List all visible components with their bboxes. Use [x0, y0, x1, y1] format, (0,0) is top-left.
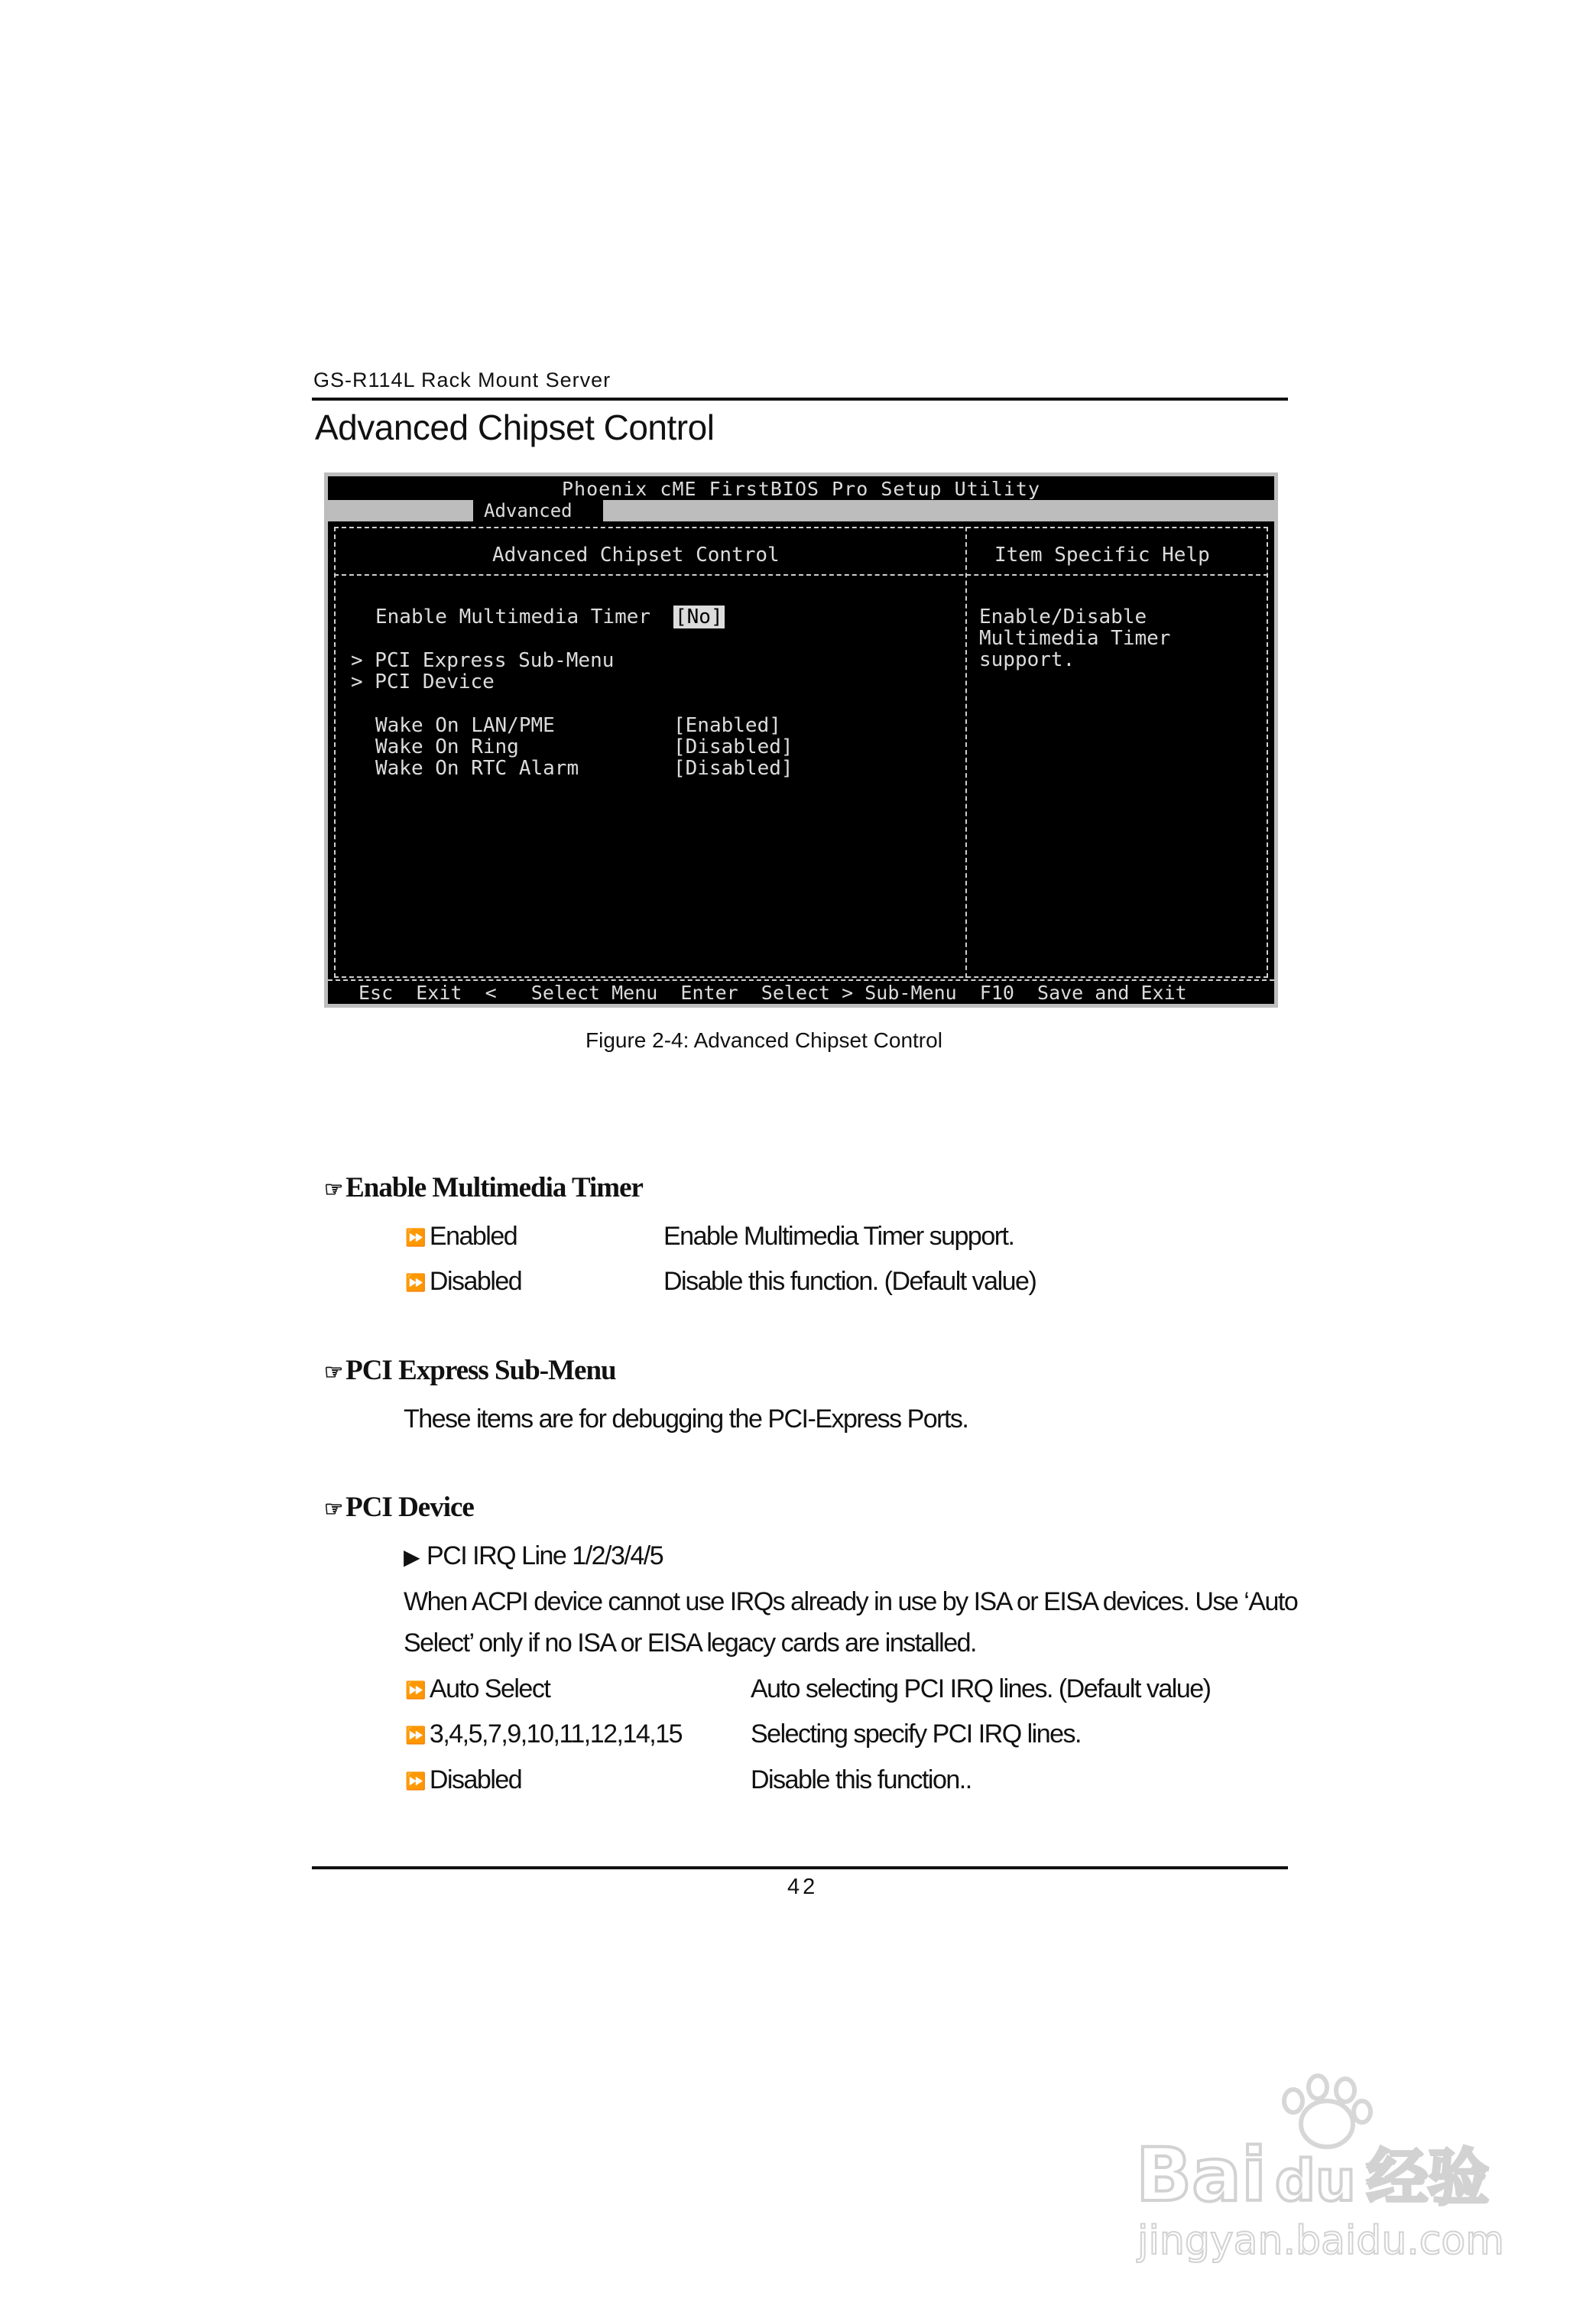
- section-text: These items are for debugging the PCI-Express Ports.: [404, 1404, 968, 1434]
- section-text: Select’ only if no ISA or EISA legacy cards are installed.: [404, 1628, 976, 1658]
- sub-item-text: PCI IRQ Line 1/2/3/4/5: [427, 1541, 663, 1570]
- bios-item-label: Enable Multimedia Timer: [375, 606, 651, 628]
- svg-text:jingyan.baidu.com: jingyan.baidu.com: [1137, 2218, 1504, 2264]
- bios-item-label: Wake On RTC Alarm: [375, 757, 579, 780]
- bios-help-line: Enable/Disable: [979, 606, 1147, 628]
- option-desc: Enable Multimedia Timer support.: [663, 1222, 1014, 1251]
- option-name-text: Disabled: [429, 1765, 522, 1794]
- double-arrow-icon: ⏩: [405, 1273, 425, 1292]
- heading-text: Enable Multimedia Timer: [345, 1172, 643, 1203]
- bios-help-line: support.: [979, 648, 1075, 671]
- section-title: Advanced Chipset Control: [315, 408, 715, 447]
- option-desc: Disable this function. (Default value): [663, 1267, 1036, 1296]
- double-arrow-icon: ⏩: [405, 1771, 425, 1791]
- svg-text:du: du: [1275, 2148, 1356, 2214]
- svg-text:Bai: Bai: [1136, 2132, 1267, 2218]
- bios-footer: Esc Exit < Select Menu Enter Select > Sub-Menu F10 Save and Exit: [328, 979, 1274, 1004]
- section-heading: [324, 1354, 616, 1387]
- option-name: [405, 1765, 521, 1795]
- option-name-text: Disabled: [429, 1267, 522, 1296]
- bios-item-value: [Disabled]: [673, 735, 793, 758]
- bios-item-value: [Enabled]: [673, 714, 781, 737]
- bios-panel-title: Advanced Chipset Control: [492, 544, 780, 567]
- bios-submenu-item: > PCI Device: [351, 671, 495, 693]
- option-name: [405, 1719, 682, 1749]
- section-text: When ACPI device cannot use IRQs already in use by ISA or EISA devices. Use ‘Auto: [404, 1587, 1298, 1616]
- option-desc: Selecting specify PCI IRQ lines.: [751, 1719, 1081, 1749]
- bios-item-value: [Disabled]: [673, 757, 793, 780]
- pointing-hand-icon: ☞: [324, 1498, 343, 1521]
- baidu-watermark-logo: [1130, 2070, 1527, 2269]
- option-name-text: Auto Select: [429, 1674, 550, 1703]
- bios-title: Phoenix cME FirstBIOS Pro Setup Utility: [562, 478, 1040, 500]
- bios-item-label: Wake On Ring: [375, 735, 519, 758]
- bios-item-label: Wake On LAN/PME: [375, 714, 555, 737]
- double-arrow-icon: ⏩: [405, 1680, 425, 1700]
- pointing-hand-icon: ☞: [324, 1361, 343, 1385]
- heading-text: PCI Device: [345, 1492, 474, 1523]
- option-name-text: Enabled: [429, 1222, 517, 1251]
- svg-text:经验: 经验: [1367, 2142, 1489, 2213]
- option-name: [405, 1674, 550, 1704]
- running-head: GS-R114L Rack Mount Server: [313, 369, 611, 391]
- bios-tab-advanced: Advanced: [473, 500, 603, 521]
- double-arrow-icon: ⏩: [405, 1726, 425, 1745]
- sub-item: [404, 1541, 663, 1571]
- section-heading: [324, 1491, 474, 1524]
- option-name: [405, 1267, 521, 1297]
- option-desc: Disable this function..: [751, 1765, 972, 1794]
- bios-menubar: [328, 500, 1274, 521]
- double-arrow-icon: ⏩: [405, 1228, 425, 1247]
- footer-rule: [312, 1866, 1288, 1869]
- pointing-hand-icon: ☞: [324, 1178, 343, 1202]
- bios-screenshot: [324, 472, 1278, 1008]
- triangle-right-icon: ▶: [404, 1545, 420, 1569]
- header-rule: [312, 398, 1288, 401]
- bios-column-separator: [965, 527, 967, 978]
- bios-selected-value: [No]: [675, 606, 723, 628]
- bios-item-value: [673, 606, 725, 628]
- option-name: [405, 1222, 517, 1252]
- bios-help-title: Item Specific Help: [994, 544, 1210, 567]
- figure-caption: Figure 2-4: Advanced Chipset Control: [586, 1028, 942, 1052]
- bios-submenu-item: > PCI Express Sub-Menu: [351, 649, 615, 672]
- bios-help-line: Multimedia Timer: [979, 627, 1171, 650]
- page-number: 42: [787, 1875, 819, 1899]
- heading-text: PCI Express Sub-Menu: [345, 1355, 616, 1386]
- bios-header-separator: [334, 574, 1268, 576]
- section-heading: [324, 1171, 643, 1204]
- option-desc: Auto selecting PCI IRQ lines. (Default value): [751, 1674, 1211, 1703]
- option-name-text: 3,4,5,7,9,10,11,12,14,15: [429, 1719, 683, 1749]
